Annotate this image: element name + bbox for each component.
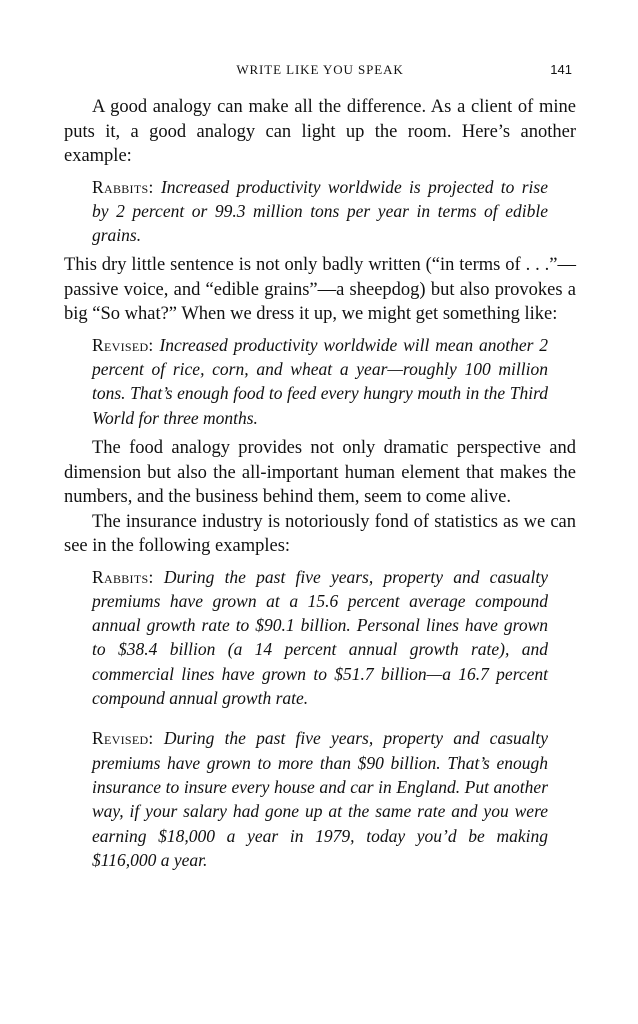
example-label: Revised: — [92, 334, 154, 355]
paragraph-food-analogy: The food analogy provides not only dramatic perspective and dimension but also the all-important human element that makes the numbers, and the business behind them, seem to come alive. — [64, 438, 576, 508]
example-label: Rabbits: — [92, 176, 154, 197]
example-rabbits-insurance — [92, 565, 548, 711]
example-text: Increased productivity worldwide is projected to rise by 2 percent or 99.3 million tons per year in terms of edible grains. — [92, 176, 548, 246]
paragraph-analogy-intro: A good analogy can make all the difference. As a client of mine puts it, a good analogy can light up the room. Here’s another example: — [64, 97, 576, 166]
example-text: During the past five years, property and casualty premiums have grown to more than $90 billion. That’s enough insurance to insure every house and car in England. Put another way, if your salary had gone up at the same rate and you were earning $18,000 a year in 1979, today you’d be making $116,000 a year. — [92, 728, 549, 870]
page-number: 141 — [550, 62, 572, 77]
example-rabbits-food — [92, 175, 548, 248]
paragraph-insurance: The insurance industry is notoriously fond of statistics as we can see in the following examples: — [64, 511, 576, 557]
example-text: Increased productivity worldwide will mean another 2 percent of rice, corn, and wheat a year—roughly 100 million tons. That’s enough food to feed every hungry mouth in the Third World for three months. — [92, 334, 549, 428]
example-label: Rabbits: — [92, 566, 154, 587]
paragraph-critique: This dry little sentence is not only badly written (“in terms of . . .”—passive voice, and “edible grains”—a sheepdog) but also provokes a big “So what?” When we dress it up, we might get something like: — [64, 255, 576, 325]
running-header — [64, 62, 576, 82]
example-revised-insurance — [92, 726, 548, 872]
running-title: WRITE LIKE YOU SPEAK — [236, 62, 404, 77]
example-text: During the past five years, property and casualty premiums have grown at a 15.6 percent average compound annual growth rate to $90.1 billion. Personal lines have grown to $38.4 billion (a 14 percent annual growth rate), and commercial lines have grown to $51.7 billion—a 16.7 percent compound annual growth rate. — [92, 566, 549, 709]
page-body — [64, 95, 576, 878]
example-revised-food — [92, 333, 548, 430]
example-label: Revised: — [92, 728, 154, 749]
